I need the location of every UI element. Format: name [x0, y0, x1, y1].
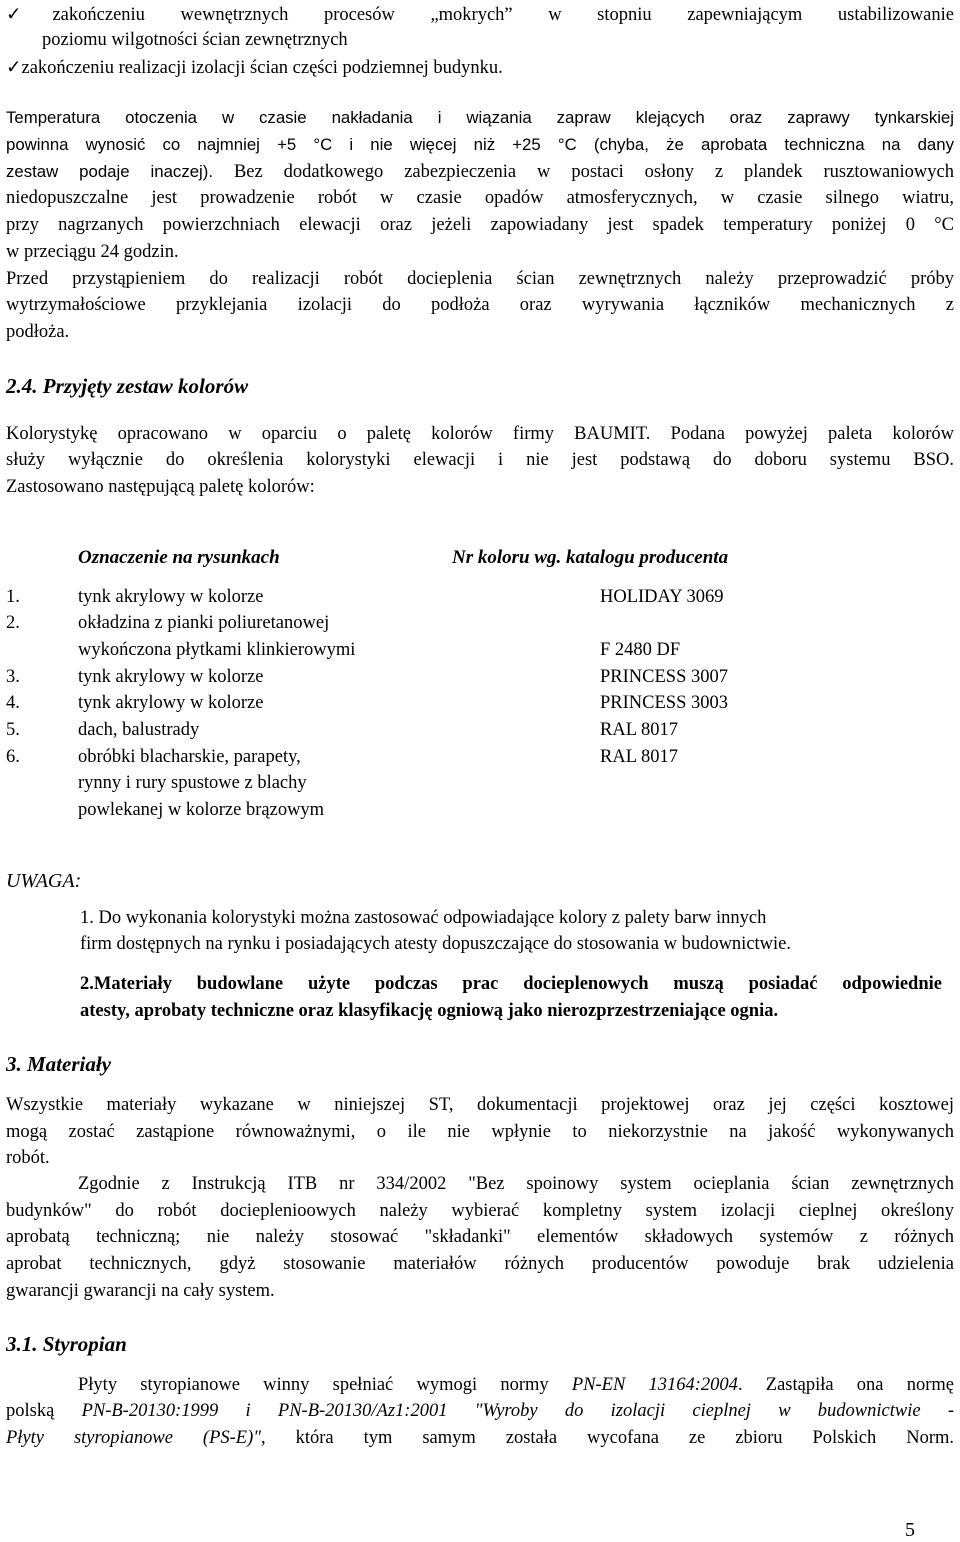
materials-para1-line-1: Wszystkie materiały wykazane w niniejszej ST, dokumentacji projektowej oraz jej części kosztowej: [6, 1095, 954, 1115]
color-row-2-desc-2: wykończona płytkami klinkierowymi: [78, 640, 356, 660]
temp-line-1: Temperatura otoczenia w czasie nakładania i wiązania zapraw klejących oraz zaprawy tynkarskiej: [6, 108, 954, 127]
section-3-1-title: 3.1. Styropian: [6, 1332, 127, 1356]
color-row-2-num: 2.: [6, 613, 20, 633]
table-header-designation: Oznaczenie na rysunkach: [78, 547, 280, 568]
color-row-3-code: PRINCESS 3007: [600, 667, 728, 687]
materials-para2-line-4: aprobat technicznych, gdyż stosowanie materiałów różnych producentów powoduje brak udzielenia: [6, 1254, 954, 1274]
color-row-5-desc: dach, balustrady: [78, 720, 200, 740]
standard-title: Płyty styropianowe (PS-E)": [6, 1428, 262, 1448]
standard-pn-en: PN-EN 13164:2004: [571, 1375, 738, 1395]
styrofoam-line-2: [6, 1401, 954, 1422]
note-1-line-1: 1. Do wykonania kolorystyki można zastosować odpowiadające kolory z palety barw innych: [80, 908, 767, 928]
styrofoam-line-1-c: . Zastąpiła ona normę: [737, 1375, 954, 1395]
color-row-6-desc-2: rynny i rury spustowe z blachy: [78, 773, 307, 793]
temp-line-3b: Bez dodatkowego zabezpieczenia w postaci osłony z plandek rusztowaniowych: [233, 162, 954, 182]
page-number: 5: [905, 1519, 915, 1541]
temp-line-2: powinna wynosić co najmniej +5 °C i nie więcej niż +25 °C (chyba, że aprobata techniczna na dany: [6, 135, 954, 154]
color-row-3-num: 3.: [6, 667, 20, 687]
temp-line-3: [6, 162, 954, 183]
colors-para-line-1: Kolorystykę opracowano w oparciu o paletę kolorów firmy BAUMIT. Podana powyżej paleta kolorów: [6, 424, 954, 444]
materials-para1-line-3: robót.: [6, 1148, 50, 1168]
color-row-6-desc-3: powlekanej w kolorze brązowym: [78, 800, 325, 820]
color-row-1-desc: tynk akrylowy w kolorze: [78, 587, 264, 607]
materials-para2-line-5: gwarancji gwarancji na cały system.: [6, 1281, 275, 1301]
color-row-3-desc: tynk akrylowy w kolorze: [78, 667, 264, 687]
color-row-2-code: F 2480 DF: [600, 640, 681, 660]
styrofoam-line-2-a: polską: [6, 1401, 82, 1421]
color-row-5-code: RAL 8017: [600, 720, 678, 740]
colors-para-line-3: Zastosowano następującą paletę kolorów:: [6, 477, 315, 497]
checklist-item-2: ✓zakończeniu realizacji izolacji ścian części podziemnej budynku.: [6, 58, 503, 78]
color-row-6-num: 6.: [6, 747, 20, 767]
temp-line-5: przy nagrzanych powierzchniach elewacji oraz jeżeli zapowiadany jest spadek temperatury poniżej 0 °C: [6, 215, 954, 235]
materials-para2-line-3: aprobatą techniczną; nie należy stosować "składanki" elementów składowych systemów z różnych: [6, 1227, 954, 1247]
note-2-line-2: atesty, aprobaty techniczne oraz klasyfikację ogniową jako nierozprzestrzeniające ognia.: [80, 1001, 779, 1021]
checklist-item-1-cont: poziomu wilgotności ścian zewnętrznych: [42, 30, 348, 50]
section-3-title: 3. Materiały: [6, 1052, 111, 1076]
styrofoam-line-3: [6, 1428, 954, 1449]
temp-line-4: niedopuszczalne jest prowadzenie robót w czasie opadów atmosferycznych, w czasie silnego wiatru,: [6, 188, 954, 208]
color-row-4-code: PRINCESS 3003: [600, 693, 728, 713]
temp-line-3a: zestaw podaje inaczej).: [6, 162, 214, 181]
note-2-line-1: 2.Materiały budowlane użyte podczas prac docieplenowych muszą posiadać odpowiednie: [80, 974, 942, 994]
checklist-item-1: ✓zakończeniu wewnętrznych procesów „mokrych” w stopniu zapewniającym ustabilizowanie: [6, 5, 954, 25]
materials-para2-line-1: Zgodnie z Instrukcją ITB nr 334/2002 "Bez spoinowy system ocieplania ścian zewnętrznych: [78, 1174, 954, 1194]
tests-line-3: podłoża.: [6, 322, 70, 342]
section-2-4-title: 2.4. Przyjęty zestaw kolorów: [6, 374, 249, 398]
materials-para2-line-2: budynków" do robót docieplenioowych należy wybierać kompletny system izolacji cieplnej określony: [6, 1201, 954, 1221]
tests-line-1: Przed przystąpieniem do realizacji robót docieplenia ścian zewnętrznych należy przeprowadzić próby: [6, 269, 954, 289]
color-row-6-desc-1: obróbki blacharskie, parapety,: [78, 747, 301, 767]
styrofoam-line-1-a: Płyty styropianowe winny spełniać wymogi normy: [78, 1375, 572, 1395]
note-1-line-2: firm dostępnych na rynku i posiadających atesty dopuszczające do stosowania w budownictwie.: [80, 934, 792, 954]
color-row-4-num: 4.: [6, 693, 20, 713]
color-row-4-desc: tynk akrylowy w kolorze: [78, 693, 264, 713]
color-row-5-num: 5.: [6, 720, 20, 740]
styrofoam-line-1: [78, 1375, 954, 1396]
styrofoam-line-3-b: , która tym samym została wycofana ze zbioru Polskich Norm.: [261, 1428, 954, 1448]
color-row-1-code: HOLIDAY 3069: [600, 587, 724, 607]
tests-line-2: wytrzymałościowe przyklejania izolacji do podłoża oraz wyrywania łączników mechanicznych z: [6, 295, 954, 315]
table-header-color-number: Nr koloru wg. katalogu producenta: [452, 547, 729, 568]
color-row-1-num: 1.: [6, 587, 20, 607]
color-row-6-code: RAL 8017: [600, 747, 678, 767]
color-row-2-desc-1: okładzina z pianki poliuretanowej: [78, 613, 330, 633]
temp-line-6: w przeciągu 24 godzin.: [6, 242, 179, 262]
standard-pn-b: PN-B-20130:1999 i PN-B-20130/Az1:2001 "Wyroby do izolacji cieplnej w budownictwie -: [81, 1401, 954, 1421]
colors-para-line-2: służy wyłącznie do określenia kolorystyki elewacji i nie jest podstawą do doboru systemu BSO.: [6, 450, 954, 470]
note-label: UWAGA:: [6, 870, 82, 892]
materials-para1-line-2: mogą zostać zastąpione równoważnymi, o ile nie wpłynie to niekorzystnie na jakość wykonywanych: [6, 1122, 954, 1142]
